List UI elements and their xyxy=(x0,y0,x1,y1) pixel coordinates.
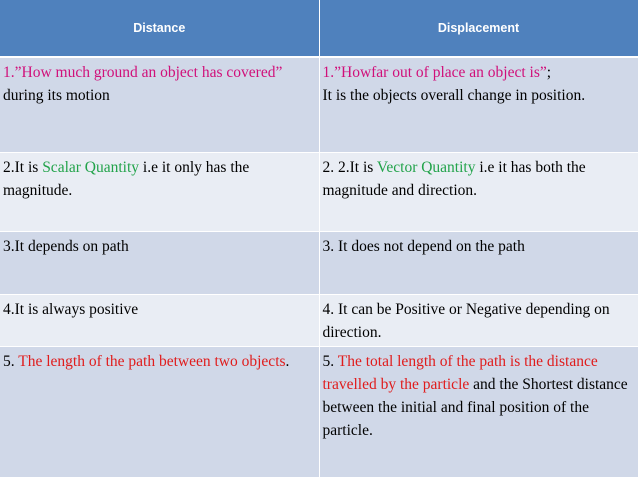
cell-text: 4. It can be Positive or Negative depending on direction. xyxy=(322,300,610,341)
cell-text: 1.”Howfar out of place an object is” xyxy=(322,64,547,81)
cell-text: It is the objects overall change in position. xyxy=(322,87,586,104)
distance-cell xyxy=(0,57,319,152)
cell-text: ; xyxy=(546,64,552,81)
cell-text: 5. xyxy=(3,352,19,370)
distance-cell xyxy=(0,152,319,231)
cell-text: Vector Quantity xyxy=(376,158,476,176)
cell-text: 2.It is xyxy=(3,158,43,176)
cell-text: 3.It depends on path xyxy=(3,237,129,255)
cell-text: Scalar Quantity xyxy=(42,158,140,176)
displacement-cell xyxy=(319,152,638,231)
cell-text: 3. It does not depend on the path xyxy=(322,237,525,255)
distance-cell xyxy=(0,346,319,477)
table-row xyxy=(0,294,638,346)
cell-text: The total length of the path is the distance travelled by the particle xyxy=(322,352,598,393)
table-row xyxy=(0,346,638,477)
table-row xyxy=(0,152,638,231)
displacement-cell xyxy=(319,346,638,477)
cell-text: 1.”How much ground an object has covered” xyxy=(3,64,283,81)
cell-text: 5. xyxy=(322,352,338,370)
distance-cell xyxy=(0,294,319,346)
distance-cell xyxy=(0,231,319,294)
cell-text: The length of the path between two objects xyxy=(18,352,286,370)
cell-text: i.e it has both the magnitude and direction. xyxy=(322,158,586,199)
cell-text: . xyxy=(285,352,290,370)
cell-text: 2. 2.It is xyxy=(322,158,377,176)
header-distance: Distance xyxy=(0,0,319,57)
cell-text: during its motion xyxy=(3,87,110,104)
displacement-cell xyxy=(319,231,638,294)
table-row xyxy=(0,57,638,152)
displacement-cell xyxy=(319,57,638,152)
header-displacement: Displacement xyxy=(319,0,638,57)
cell-text: i.e it only has the magnitude. xyxy=(3,158,250,199)
cell-text: and the Shortest distance between the initial and final position of the particle. xyxy=(322,375,628,439)
displacement-cell xyxy=(319,294,638,346)
table-row xyxy=(0,231,638,294)
cell-text: 4.It is always positive xyxy=(3,300,139,318)
header-row xyxy=(0,0,638,57)
